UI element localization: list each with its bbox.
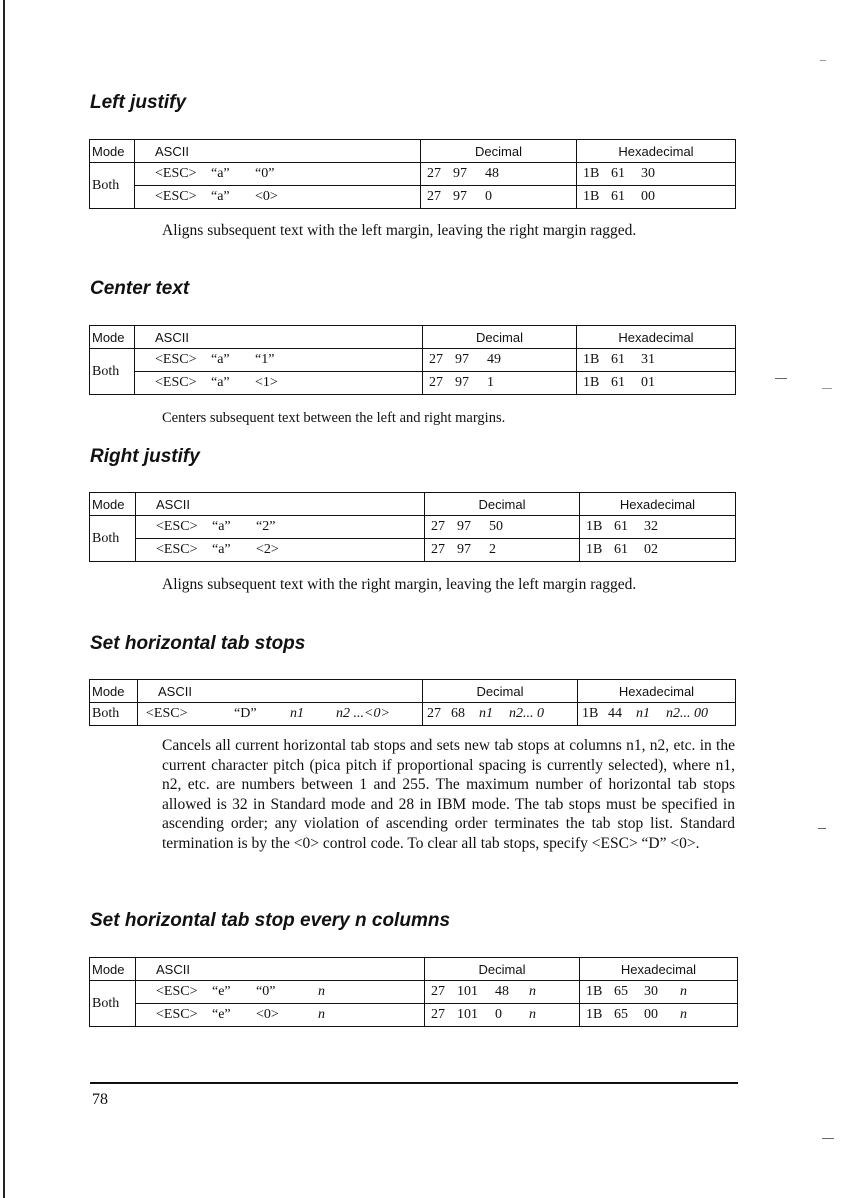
header-mode: Mode <box>90 326 135 349</box>
scan-mark <box>775 378 787 379</box>
header-hex: Hexadecimal <box>580 958 738 981</box>
table-header-row <box>90 680 736 703</box>
command-table-center-text <box>89 325 736 395</box>
ascii-cell: <ESC> “a” “1” <box>135 349 423 372</box>
section-description: Centers subsequent text between the left and right margins. <box>162 410 506 426</box>
header-decimal: Decimal <box>423 326 577 349</box>
header-mode: Mode <box>90 140 135 163</box>
section-description: Aligns subsequent text with the right margin, leaving the left margin ragged. <box>162 576 637 593</box>
header-mode: Mode <box>90 958 136 981</box>
header-decimal: Decimal <box>425 958 580 981</box>
hex-cell: 1B 44 n1 n2... 00 <box>578 703 736 726</box>
mode-cell: Both <box>90 163 135 209</box>
page-binding-edge <box>3 0 5 1198</box>
section-description: Cancels all current horizontal tab stops and sets new tab stops at columns n1, n2, etc. in the current character pitch (pica pitch if proportional spacing is currently selected), where n1, n2, etc. are numbers between 1 and 255. The maximum number of horizontal tab stops allowed is 32 in Standard mode and 28 in IBM mode. The tab stops must be specified in ascending order; any violation of ascending order terminates the tab stop list. Standard termination is by the <0> control code. To clear all tab stops, specify <ESC> “D” <0>. <box>162 737 735 852</box>
table-row <box>90 1004 738 1027</box>
header-ascii: ASCII <box>135 326 423 349</box>
header-ascii: ASCII <box>135 140 421 163</box>
hex-cell: 1B 61 02 <box>580 539 736 562</box>
ascii-cell: <ESC> “a” “0” <box>135 163 421 186</box>
decimal-cell: 27 101 0 n <box>425 1004 580 1027</box>
ascii-cell: <ESC> “a” “2” <box>136 516 425 539</box>
header-ascii: ASCII <box>138 680 423 703</box>
footer-rule <box>90 1082 738 1084</box>
ascii-cell: <ESC> “D” n1 n2 ...<0> <box>138 703 423 726</box>
page-number: 78 <box>92 1091 108 1108</box>
decimal-cell: 27 97 48 <box>421 163 577 186</box>
section-title-left-justify: Left justify <box>90 92 187 113</box>
header-hex: Hexadecimal <box>577 326 736 349</box>
ascii-cell: <ESC> “a” <0> <box>135 186 421 209</box>
decimal-cell: 27 68 n1 n2... 0 <box>423 703 578 726</box>
hex-cell: 1B 61 31 <box>577 349 736 372</box>
table-header-row <box>90 958 738 981</box>
scan-mark <box>820 60 826 61</box>
hex-cell: 1B 61 01 <box>577 372 736 395</box>
section-title-tab-stop-every-n-columns: Set horizontal tab stop every n columns <box>90 910 451 931</box>
table-header-row <box>90 326 736 349</box>
command-table-tab-every-n <box>89 957 738 1027</box>
ascii-cell: <ESC> “a” <2> <box>136 539 425 562</box>
header-hex: Hexadecimal <box>578 680 736 703</box>
header-decimal: Decimal <box>421 140 577 163</box>
scan-mark <box>822 388 832 389</box>
decimal-cell: 27 97 1 <box>423 372 577 395</box>
hex-cell: 1B 61 32 <box>580 516 736 539</box>
scan-mark <box>822 1138 834 1139</box>
table-header-row <box>90 140 736 163</box>
table-row <box>90 981 738 1004</box>
header-hex: Hexadecimal <box>577 140 736 163</box>
decimal-cell: 27 97 50 <box>425 516 580 539</box>
hex-cell: 1B 65 00 n <box>580 1004 738 1027</box>
ascii-cell: <ESC> “e” <0> n <box>136 1004 425 1027</box>
decimal-cell: 27 97 49 <box>423 349 577 372</box>
section-description: Aligns subsequent text with the left margin, leaving the right margin ragged. <box>162 222 637 239</box>
decimal-cell: 27 97 0 <box>421 186 577 209</box>
section-title-set-horizontal-tab-stops: Set horizontal tab stops <box>90 633 306 654</box>
decimal-cell: 27 101 48 n <box>425 981 580 1004</box>
mode-cell: Both <box>90 349 135 395</box>
table-row <box>90 186 736 209</box>
section-title-center-text: Center text <box>90 278 190 299</box>
section-title-right-justify: Right justify <box>90 446 200 467</box>
scan-mark <box>818 828 826 829</box>
header-decimal: Decimal <box>425 493 580 516</box>
ascii-cell: <ESC> “e” “0” n <box>136 981 425 1004</box>
table-row <box>90 703 736 726</box>
table-row <box>90 372 736 395</box>
decimal-cell: 27 97 2 <box>425 539 580 562</box>
header-ascii: ASCII <box>136 958 425 981</box>
table-row <box>90 163 736 186</box>
mode-cell: Both <box>90 703 138 726</box>
table-row <box>90 516 736 539</box>
header-hex: Hexadecimal <box>580 493 736 516</box>
header-mode: Mode <box>90 680 138 703</box>
command-table-right-justify <box>89 492 736 562</box>
header-decimal: Decimal <box>423 680 578 703</box>
command-table-left-justify <box>89 139 736 209</box>
table-row <box>90 539 736 562</box>
header-mode: Mode <box>90 493 136 516</box>
hex-cell: 1B 61 00 <box>577 186 736 209</box>
mode-cell: Both <box>90 516 136 562</box>
mode-cell: Both <box>90 981 136 1027</box>
hex-cell: 1B 65 30 n <box>580 981 738 1004</box>
table-row <box>90 349 736 372</box>
ascii-cell: <ESC> “a” <1> <box>135 372 423 395</box>
header-ascii: ASCII <box>136 493 425 516</box>
command-table-tab-stops <box>89 679 736 726</box>
table-header-row <box>90 493 736 516</box>
hex-cell: 1B 61 30 <box>577 163 736 186</box>
